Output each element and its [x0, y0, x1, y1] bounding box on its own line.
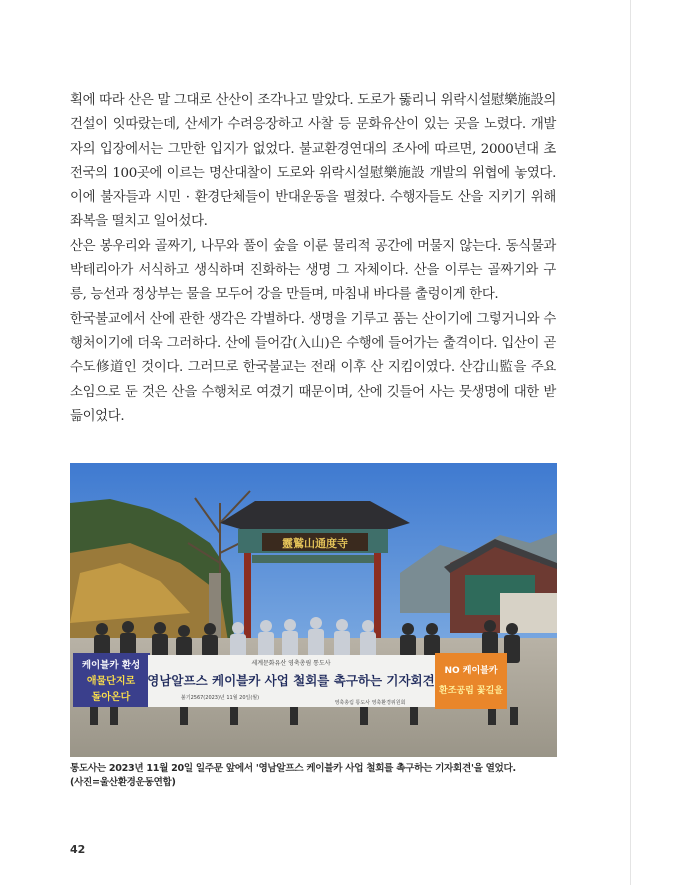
paragraph-1: 획에 따라 산은 말 그대로 산산이 조각나고 말았다. 도로가 뚫리니 위락시설慰樂施設의 건설이 잇따랐는데, 산세가 수려응장하고 사찰 등 문화유산이 있는 곳을 노렸다. 개발자의 입장에서는 그만한 입지가 없었다. 불교환경연대의 조사에 따르면, 2000년대 초 전국의 100곳에 이르는 명산대찰이 도로와 위락시설慰樂施設 개발의 위협에 놓였다. 이에 불자들과 시민 · 환경단체들이 반대운동을 펼쳤다. 수행자들도 산을 지키기 위해 좌복을 떨치고 일어섰다.	[70, 93, 556, 230]
press-conference-photo	[70, 463, 557, 757]
banner-left-line2: 애물단지로	[86, 676, 136, 687]
banner-left-line3: 돌아온다	[91, 692, 131, 703]
banner-right-line1: NO 케이블카	[444, 666, 498, 676]
caption-line-2: (사진=울산환경운동연합)	[70, 777, 176, 788]
banner-center-date: 불기2567(2023)년 11월 20일(월)	[180, 695, 260, 701]
banner-center-top: 세계문화유산 영축총림 통도사	[251, 660, 331, 667]
gate-sign-text: 靈鷲山通度寺	[282, 537, 348, 550]
page-edge-rule	[630, 0, 631, 885]
body-text	[70, 89, 556, 429]
banner-center-org: 영축총림 통도사 영축환경위원회	[334, 700, 406, 706]
banner-center-main: 영남알프스 케이블카 사업 철회를 촉구하는 기자회견	[147, 673, 435, 688]
caption-line-1: 통도사는 2023년 11월 20일 일주문 앞에서 '영남알프스 케이블카 사업 철회를 촉구하는 기자회견'을 열었다.	[70, 763, 516, 774]
page-number: 42	[70, 843, 86, 856]
paragraph-3: 한국불교에서 산에 관한 생각은 각별하다. 생명을 기루고 품는 산이기에 그렇거니와 수행처이기에 더욱 그러하다. 산에 들어감(入山)은 수행에 들어가는 출격이다. 입산이 곧 수도修道인 것이다. 그러므로 한국불교는 전래 이후 산 지킴이였다. 산감山監을 주요 소임으로 둔 것은 산을 수행처로 여겼기 때문이며, 산에 깃들어 사는 뭇생명에 대한 받듦이었다.	[70, 311, 556, 424]
banner-right	[435, 653, 507, 709]
banner-left-line1: 케이블카 환성	[81, 660, 141, 671]
banner-right-line2: 환조공림 꽃길을	[439, 686, 503, 696]
paragraph-2: 산은 봉우리와 골짜기, 나무와 풀이 숲을 이룬 물리적 공간에 머물지 않는다. 동식물과 박테리아가 서식하고 생식하며 진화하는 생명 그 자체이다. 산을 이루는 골짜기와 구릉, 능선과 정상부는 물을 모두어 강을 만들며, 마침내 바다를 출렁이게 한다.	[70, 238, 556, 303]
photo-caption	[70, 762, 560, 790]
